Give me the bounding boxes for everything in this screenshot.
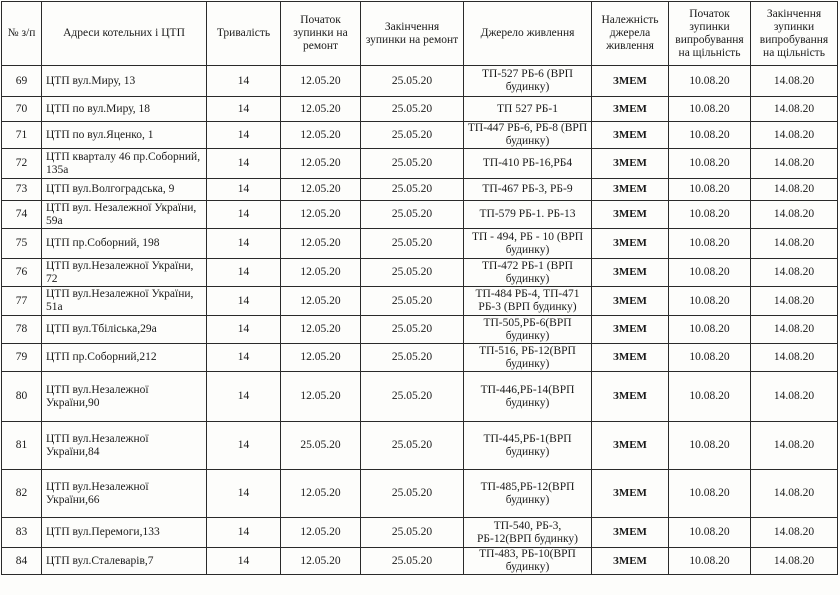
row-duration: 14: [207, 287, 281, 316]
table-row: [2, 201, 838, 229]
row-repair-end: 25.05.20: [361, 149, 464, 179]
row-test-end: 14.08.20: [751, 259, 838, 287]
row-power-source: ТП-472 РБ-1 (ВРП будинку): [464, 259, 592, 287]
row-test-end: 14.08.20: [751, 179, 838, 201]
header-test-start: Початок зупинки випробування на щільність: [669, 2, 751, 66]
row-repair-start: 25.05.20: [281, 422, 361, 470]
row-address: ЦТП вул.Сталеварів,7: [42, 548, 207, 575]
header-duration: Тривалість: [207, 2, 281, 66]
row-duration: 14: [207, 149, 281, 179]
row-address: ЦТП кварталу 46 пр.Соборний, 135а: [42, 149, 207, 179]
row-test-start: 10.08.20: [669, 259, 751, 287]
row-test-start: 10.08.20: [669, 422, 751, 470]
row-address: ЦТП вул. Незалежної України, 59а: [42, 201, 207, 229]
row-power-source: ТП-467 РБ-3, РБ-9: [464, 179, 592, 201]
header-address: Адреси котельних і ЦТП: [42, 2, 207, 66]
row-repair-end: 25.05.20: [361, 470, 464, 518]
row-power-source: ТП-505,РБ-6(ВРП будинку): [464, 316, 592, 344]
row-source-owner: ЗМЕМ: [592, 149, 669, 179]
row-repair-end: 25.05.20: [361, 259, 464, 287]
row-test-end: 14.08.20: [751, 97, 838, 122]
row-test-start: 10.08.20: [669, 344, 751, 372]
table-row: [2, 259, 838, 287]
row-test-start: 10.08.20: [669, 201, 751, 229]
row-repair-end: 25.05.20: [361, 422, 464, 470]
row-source-owner: ЗМЕМ: [592, 287, 669, 316]
row-address: ЦТП пр.Соборний, 198: [42, 229, 207, 259]
row-power-source: ТП-483, РБ-10(ВРП будинку): [464, 548, 592, 575]
header-number: № з/п: [2, 2, 42, 66]
row-source-owner: ЗМЕМ: [592, 518, 669, 548]
row-number: 78: [2, 316, 42, 344]
row-duration: 14: [207, 548, 281, 575]
row-power-source: ТП-446,РБ-14(ВРП будинку): [464, 372, 592, 422]
row-repair-start: 12.05.20: [281, 518, 361, 548]
row-test-end: 14.08.20: [751, 229, 838, 259]
row-source-owner: ЗМЕМ: [592, 344, 669, 372]
row-test-end: 14.08.20: [751, 122, 838, 149]
row-source-owner: ЗМЕМ: [592, 422, 669, 470]
row-repair-end: 25.05.20: [361, 316, 464, 344]
row-test-end: 14.08.20: [751, 149, 838, 179]
table-row: [2, 470, 838, 518]
row-number: 75: [2, 229, 42, 259]
row-source-owner: ЗМЕМ: [592, 259, 669, 287]
row-repair-start: 12.05.20: [281, 122, 361, 149]
table-row: [2, 344, 838, 372]
row-duration: 14: [207, 179, 281, 201]
row-source-owner: ЗМЕМ: [592, 179, 669, 201]
row-source-owner: ЗМЕМ: [592, 229, 669, 259]
row-address: ЦТП пр.Соборний,212: [42, 344, 207, 372]
row-repair-start: 12.05.20: [281, 287, 361, 316]
row-power-source: ТП-445,РБ-1(ВРП будинку): [464, 422, 592, 470]
row-source-owner: ЗМЕМ: [592, 66, 669, 97]
row-test-start: 10.08.20: [669, 287, 751, 316]
row-test-end: 14.08.20: [751, 518, 838, 548]
row-power-source: ТП-485,РБ-12(ВРП будинку): [464, 470, 592, 518]
row-repair-end: 25.05.20: [361, 287, 464, 316]
row-number: 81: [2, 422, 42, 470]
row-test-start: 10.08.20: [669, 229, 751, 259]
row-repair-end: 25.05.20: [361, 179, 464, 201]
row-source-owner: ЗМЕМ: [592, 372, 669, 422]
header-repair-end: Закінчення зупинки на ремонт: [361, 2, 464, 66]
row-repair-start: 12.05.20: [281, 470, 361, 518]
row-duration: 14: [207, 122, 281, 149]
row-power-source: ТП-410 РБ-16,РБ4: [464, 149, 592, 179]
header-source-owner: Належність джерела живлення: [592, 2, 669, 66]
row-power-source: ТП 527 РБ-1: [464, 97, 592, 122]
table-row: [2, 149, 838, 179]
row-address: ЦТП вул.Волгоградська, 9: [42, 179, 207, 201]
row-repair-start: 12.05.20: [281, 316, 361, 344]
row-test-start: 10.08.20: [669, 518, 751, 548]
row-repair-end: 25.05.20: [361, 229, 464, 259]
row-address: ЦТП вул.Незалежної України,66: [42, 470, 207, 518]
repair-schedule-table: [1, 1, 838, 575]
row-number: 76: [2, 259, 42, 287]
row-test-start: 10.08.20: [669, 66, 751, 97]
row-test-end: 14.08.20: [751, 372, 838, 422]
row-number: 84: [2, 548, 42, 575]
row-test-start: 10.08.20: [669, 548, 751, 575]
row-number: 74: [2, 201, 42, 229]
row-address: ЦТП вул.Незалежної України, 51а: [42, 287, 207, 316]
row-power-source: ТП-516, РБ-12(ВРП будинку): [464, 344, 592, 372]
row-address: ЦТП вул.Незалежної України,84: [42, 422, 207, 470]
row-number: 72: [2, 149, 42, 179]
table-row: [2, 179, 838, 201]
row-test-end: 14.08.20: [751, 66, 838, 97]
row-number: 73: [2, 179, 42, 201]
row-test-end: 14.08.20: [751, 422, 838, 470]
row-source-owner: ЗМЕМ: [592, 316, 669, 344]
row-power-source: ТП-540, РБ-3, РБ-12(ВРП будинку): [464, 518, 592, 548]
row-number: 82: [2, 470, 42, 518]
row-duration: 14: [207, 344, 281, 372]
row-repair-end: 25.05.20: [361, 548, 464, 575]
row-test-start: 10.08.20: [669, 149, 751, 179]
header-repair-start: Початок зупинки на ремонт: [281, 2, 361, 66]
row-address: ЦТП вул.Тбіліська,29а: [42, 316, 207, 344]
row-test-end: 14.08.20: [751, 287, 838, 316]
row-address: ЦТП вул.Миру, 13: [42, 66, 207, 97]
row-address: ЦТП по вул.Яценко, 1: [42, 122, 207, 149]
row-repair-end: 25.05.20: [361, 66, 464, 97]
row-source-owner: ЗМЕМ: [592, 470, 669, 518]
row-power-source: ТП-447 РБ-6, РБ-8 (ВРП будинку): [464, 122, 592, 149]
row-test-start: 10.08.20: [669, 179, 751, 201]
table-row: [2, 548, 838, 575]
row-repair-end: 25.05.20: [361, 518, 464, 548]
row-duration: 14: [207, 66, 281, 97]
row-test-start: 10.08.20: [669, 470, 751, 518]
row-repair-end: 25.05.20: [361, 201, 464, 229]
row-repair-start: 12.05.20: [281, 66, 361, 97]
row-address: ЦТП по вул.Миру, 18: [42, 97, 207, 122]
row-repair-start: 12.05.20: [281, 259, 361, 287]
table-row: [2, 97, 838, 122]
row-test-end: 14.08.20: [751, 316, 838, 344]
row-repair-end: 25.05.20: [361, 122, 464, 149]
row-number: 70: [2, 97, 42, 122]
row-repair-end: 25.05.20: [361, 344, 464, 372]
table-row: [2, 422, 838, 470]
row-test-end: 14.08.20: [751, 470, 838, 518]
row-duration: 14: [207, 422, 281, 470]
row-repair-start: 12.05.20: [281, 149, 361, 179]
row-source-owner: ЗМЕМ: [592, 201, 669, 229]
header-power-source: Джерело живлення: [464, 2, 592, 66]
row-test-start: 10.08.20: [669, 316, 751, 344]
row-repair-start: 12.05.20: [281, 201, 361, 229]
row-test-start: 10.08.20: [669, 97, 751, 122]
row-address: ЦТП вул.Незалежної України,90: [42, 372, 207, 422]
row-test-end: 14.08.20: [751, 344, 838, 372]
row-repair-start: 12.05.20: [281, 372, 361, 422]
table-row: [2, 518, 838, 548]
row-test-start: 10.08.20: [669, 372, 751, 422]
row-number: 80: [2, 372, 42, 422]
row-duration: 14: [207, 97, 281, 122]
table-row: [2, 316, 838, 344]
row-power-source: ТП-484 РБ-4, ТП-471 РБ-3 (ВРП будинку): [464, 287, 592, 316]
row-source-owner: ЗМЕМ: [592, 548, 669, 575]
row-power-source: ТП - 494, РБ - 10 (ВРП будинку): [464, 229, 592, 259]
row-number: 77: [2, 287, 42, 316]
row-power-source: ТП-527 РБ-6 (ВРП будинку): [464, 66, 592, 97]
table-row: [2, 229, 838, 259]
row-repair-end: 25.05.20: [361, 372, 464, 422]
row-number: 83: [2, 518, 42, 548]
row-source-owner: ЗМЕМ: [592, 97, 669, 122]
row-duration: 14: [207, 259, 281, 287]
row-address: ЦТП вул.Перемоги,133: [42, 518, 207, 548]
table-row: [2, 372, 838, 422]
table-row: [2, 66, 838, 97]
row-duration: 14: [207, 518, 281, 548]
row-test-start: 10.08.20: [669, 122, 751, 149]
table-row: [2, 287, 838, 316]
table-row: [2, 122, 838, 149]
row-repair-start: 12.05.20: [281, 97, 361, 122]
row-repair-end: 25.05.20: [361, 97, 464, 122]
row-repair-start: 12.05.20: [281, 229, 361, 259]
row-test-end: 14.08.20: [751, 201, 838, 229]
row-repair-start: 12.05.20: [281, 548, 361, 575]
row-repair-start: 12.05.20: [281, 179, 361, 201]
row-address: ЦТП вул.Незалежної України, 72: [42, 259, 207, 287]
header-test-end: Закінчення зупинки випробування на щільність: [751, 2, 838, 66]
row-test-end: 14.08.20: [751, 548, 838, 575]
row-number: 71: [2, 122, 42, 149]
header-row: [2, 2, 838, 66]
row-repair-start: 12.05.20: [281, 344, 361, 372]
row-duration: 14: [207, 316, 281, 344]
row-duration: 14: [207, 372, 281, 422]
row-number: 79: [2, 344, 42, 372]
row-power-source: ТП-579 РБ-1. РБ-13: [464, 201, 592, 229]
row-number: 69: [2, 66, 42, 97]
row-duration: 14: [207, 201, 281, 229]
row-source-owner: ЗМЕМ: [592, 122, 669, 149]
row-duration: 14: [207, 229, 281, 259]
row-duration: 14: [207, 470, 281, 518]
